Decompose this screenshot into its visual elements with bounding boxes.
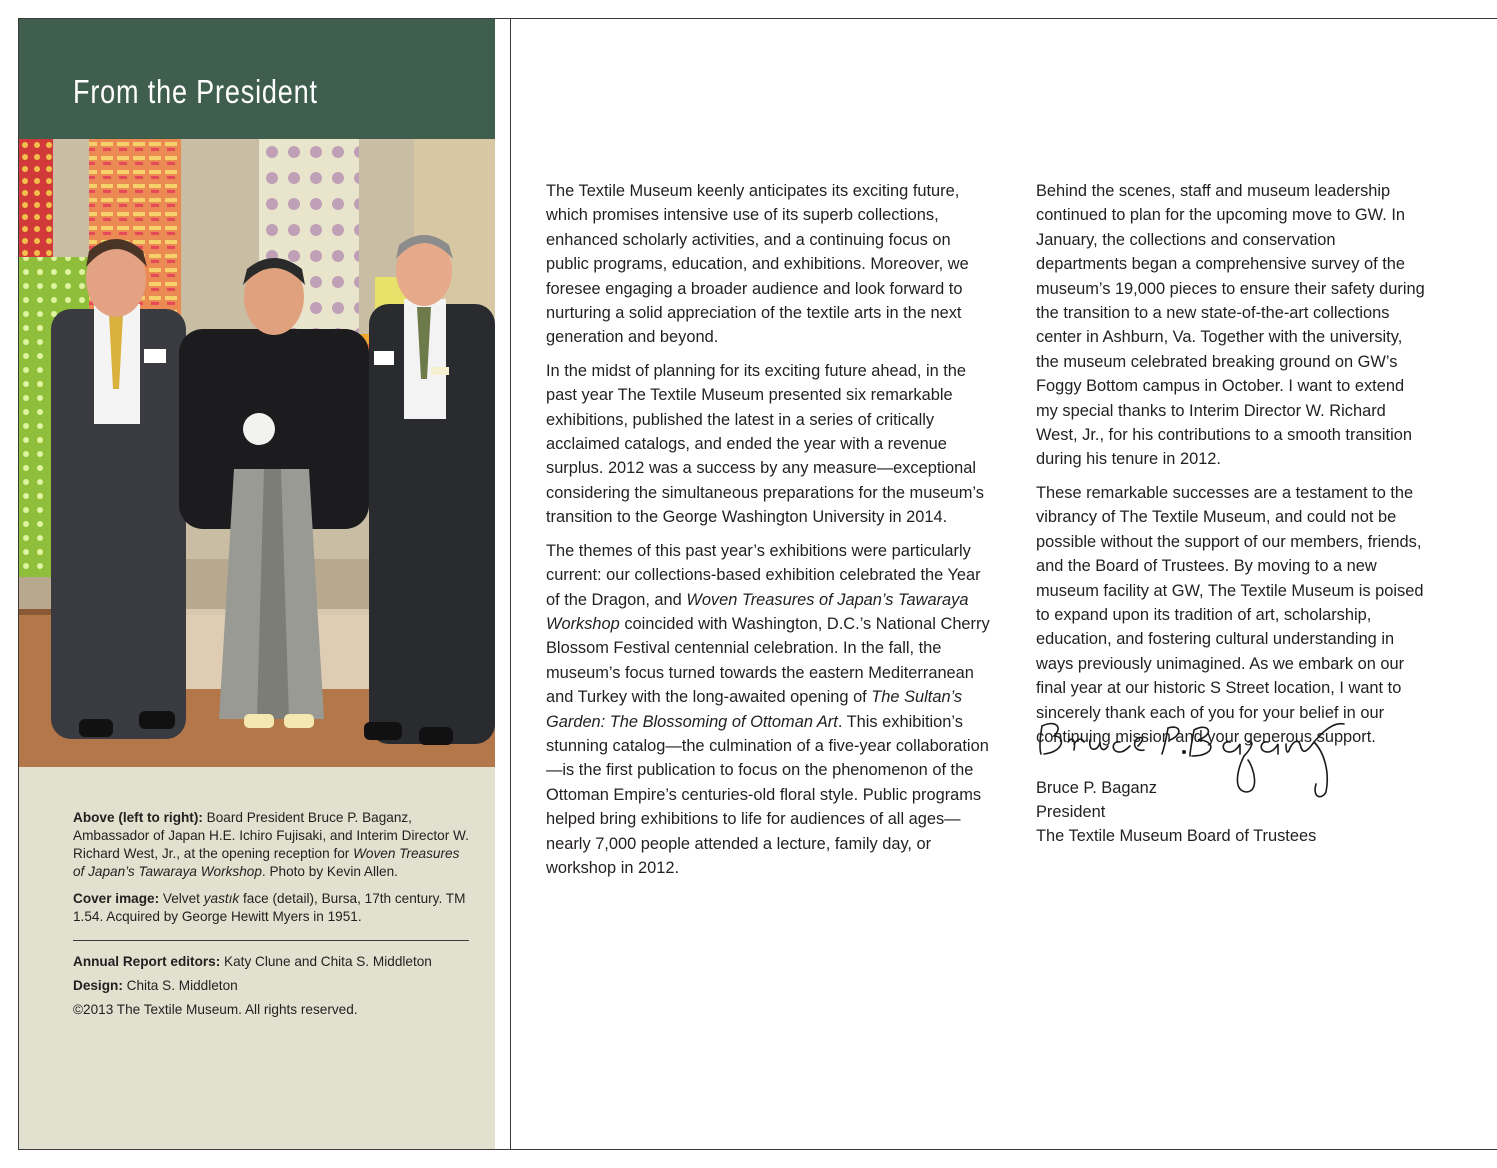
letter-paragraph-4: Behind the scenes, staff and museum leadership continued to plan for the upcoming move to GW. In January, the collections and conservation departments began a comprehensive survey of the museum’s 19,000 pieces to ensure their safety during the transition to a new state-of-the-art collections center in Ashburn, Va. Together with the university, the museum celebrated breaking ground on GW’s Foggy Bottom campus in October. I want to extend my special thanks to Interim Director W. Richard West, Jr., for his contributions to a smooth transition during his tenure in 2012. xyxy=(1036,182,1425,469)
p3-text-c: . This exhibition’s stunning catalog—the culmination of a five-year collaboration—is the first publication to focus on the phenomenon of the Ottoman Empire’s centuries-old floral style. Public programs helped bring exhibitions to life for audiences of all ages—nearly 7,000 people attended a lecture, family day, or workshop in 2012. xyxy=(546,712,989,877)
sidebar xyxy=(19,19,495,1149)
p3-exhibition-2: The Sultan’s Garden: The Blossoming of Ottoman Art xyxy=(546,688,963,731)
p3-exhibition-1: Woven Treasures of Japan’s Tawaraya Workshop xyxy=(546,590,969,633)
editors-label: Annual Report editors: xyxy=(73,954,221,969)
signoff xyxy=(1036,776,1316,848)
cover-caption xyxy=(73,890,469,926)
photo-caption-label: Above (left to right): xyxy=(73,810,203,825)
caption-divider xyxy=(73,940,469,941)
cover-caption-text: Velvet xyxy=(159,891,204,906)
letter-paragraph-5: These remarkable successes are a testament to the vibrancy of The Textile Museum, and could not be possible without the support of our members, friends, and the Board of Trustees. By moving to a new museum facility at GW, The Textile Museum is poised to expand upon its tradition of art, scholarship, education, and fostering cultural understanding in ways previously unimagined. As we embark on our final year at our historic S Street location, I want to sincerely thank each of you for your belief in our continuing mission and your generous support. xyxy=(1036,483,1424,746)
frame-bottom-rule xyxy=(18,1149,1497,1150)
letter-paragraph-3 xyxy=(546,539,992,881)
p3-text-b: coincided with Washington, D.C.’s National Cherry Blossom Festival centennial celebration. In the fall, the museum’s focus turned towards the eastern Mediterranean and Turkey with the long-awaited opening of xyxy=(546,614,990,707)
caption-area xyxy=(73,809,469,1025)
cover-caption-term: yastık xyxy=(203,891,240,906)
signer-role: President xyxy=(1036,803,1106,821)
photo-caption xyxy=(73,809,469,881)
cover-caption-detail: face (detail), Bursa, 17th century. TM 1.54. Acquired by George Hewitt Myers in 1951. xyxy=(73,891,466,924)
editors-value: Katy Clune and Chita S. Middleton xyxy=(220,954,432,969)
letter-column-1 xyxy=(546,179,992,889)
design-label: Design: xyxy=(73,978,123,993)
design-value: Chita S. Middleton xyxy=(122,978,238,993)
copyright: ©2013 The Textile Museum. All rights reserved. xyxy=(73,1002,358,1017)
cover-caption-label: Cover image: xyxy=(73,891,160,906)
reception-photo xyxy=(19,139,495,767)
signer-name: Bruce P. Baganz xyxy=(1036,779,1157,797)
design-credit xyxy=(73,977,469,995)
photo-caption-exhibition: Woven Treasures of Japan’s Tawaraya Workshop xyxy=(73,846,460,879)
editors-credit xyxy=(73,953,469,971)
letter-column-2 xyxy=(1036,179,1428,758)
letter-paragraph-2: In the midst of planning for its exciting future ahead, in the past year The Textile Museum presented six remarkable exhibitions, published the latest in a series of critically acclaimed catalogs, and ended the year with a revenue surplus. 2012 was a success by any measure—exceptional considering the simultaneous preparations for the museum’s transition to the George Washington University in 2014. xyxy=(546,361,984,527)
credits xyxy=(73,953,469,1019)
title-band xyxy=(19,19,495,139)
photo-caption-credit: . Photo by Kevin Allen. xyxy=(261,864,398,879)
p3-text-a: The themes of this past year’s exhibitions were particularly current: our collections-based exhibition celebrated the Year of the Dragon, and xyxy=(546,541,981,609)
photo-caption-text: Board President Bruce P. Baganz, Ambassador of Japan H.E. Ichiro Fujisaki, and Interim Director W. Richard West, Jr., at the opening reception for xyxy=(73,810,469,861)
page-title: From the President xyxy=(73,73,318,110)
letter-paragraph-1: The Textile Museum keenly anticipates its exciting future, which promises intensive use of its superb collections, enhanced scholarly activities, and a continuing focus on public programs, education, and exhibitions. Moreover, we foresee engaging a broader audience and look forward to nurturing a solid appreciation of the textile arts in the next generation and beyond. xyxy=(546,182,969,347)
signer-organization: The Textile Museum Board of Trustees xyxy=(1036,827,1317,845)
column-divider-rule xyxy=(510,18,511,1150)
